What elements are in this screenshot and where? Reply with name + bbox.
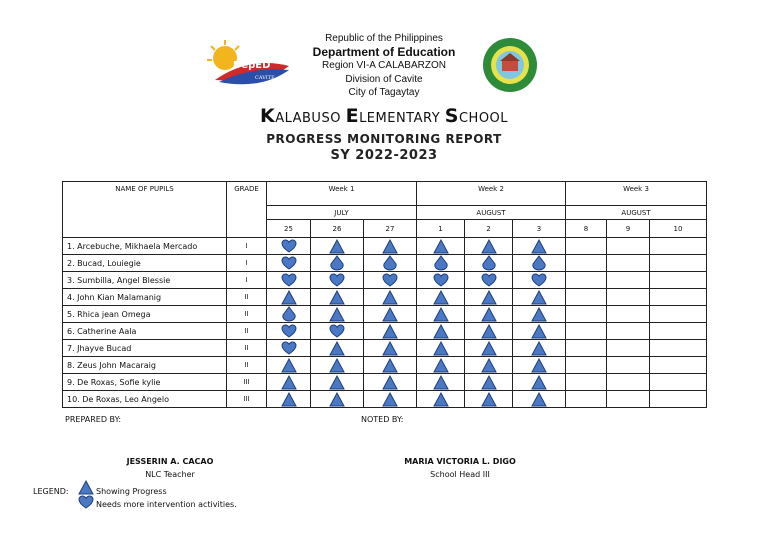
progress-triangle-icon bbox=[267, 358, 310, 373]
header-city: City of Tagaytay bbox=[348, 87, 420, 98]
progress-triangle-icon bbox=[465, 239, 512, 254]
pupil-grade: II bbox=[227, 323, 267, 340]
mark-cell bbox=[566, 340, 607, 357]
noted-by-label: NOTED BY: bbox=[361, 415, 404, 424]
mark-cell bbox=[311, 391, 364, 408]
progress-triangle-icon bbox=[417, 341, 464, 356]
month-header-3: AUGUST bbox=[566, 206, 707, 220]
progress-triangle-icon bbox=[465, 307, 512, 322]
day-header: 1 bbox=[417, 220, 465, 238]
mark-cell bbox=[607, 255, 650, 272]
mark-cell bbox=[650, 323, 707, 340]
school-word-1: KALABUSO bbox=[259, 105, 341, 127]
pupil-grade: II bbox=[227, 357, 267, 374]
school-head-title: School Head III bbox=[430, 470, 490, 479]
month-header-1: JULY bbox=[267, 206, 417, 220]
mark-cell bbox=[566, 272, 607, 289]
day-header: 25 bbox=[267, 220, 311, 238]
mark-cell bbox=[311, 289, 364, 306]
mark-cell bbox=[513, 272, 566, 289]
mark-cell bbox=[364, 238, 417, 255]
mark-cell bbox=[267, 391, 311, 408]
mark-cell bbox=[607, 357, 650, 374]
mark-cell bbox=[650, 238, 707, 255]
progress-drop-icon bbox=[364, 255, 416, 271]
mark-cell bbox=[364, 272, 417, 289]
mark-cell bbox=[513, 238, 566, 255]
mark-cell bbox=[607, 374, 650, 391]
col-header-name: NAME OF PUPILS bbox=[63, 182, 227, 238]
intervention-heart-icon bbox=[465, 273, 512, 287]
progress-drop-icon bbox=[465, 255, 512, 271]
progress-triangle-icon bbox=[513, 358, 565, 373]
mark-cell bbox=[311, 357, 364, 374]
day-header: 3 bbox=[513, 220, 566, 238]
table-row bbox=[63, 289, 707, 306]
col-header-grade: GRADE bbox=[227, 182, 267, 238]
header-row-weeks bbox=[63, 182, 707, 206]
intervention-heart-icon bbox=[267, 256, 310, 270]
mark-cell bbox=[650, 289, 707, 306]
legend-intervention-text: Needs more intervention activities. bbox=[96, 500, 237, 509]
mark-cell bbox=[513, 255, 566, 272]
mark-cell bbox=[607, 238, 650, 255]
progress-triangle-icon bbox=[311, 358, 363, 373]
mark-cell bbox=[417, 323, 465, 340]
mark-cell bbox=[465, 306, 513, 323]
progress-triangle-icon bbox=[513, 290, 565, 305]
pupil-grade: II bbox=[227, 340, 267, 357]
progress-triangle-icon bbox=[364, 392, 416, 407]
mark-cell bbox=[607, 289, 650, 306]
progress-triangle-icon bbox=[267, 290, 310, 305]
mark-cell bbox=[267, 323, 311, 340]
progress-triangle-icon bbox=[417, 324, 464, 339]
mark-cell bbox=[364, 306, 417, 323]
progress-drop-icon bbox=[267, 306, 310, 322]
progress-triangle-icon bbox=[311, 392, 363, 407]
mark-cell bbox=[417, 357, 465, 374]
legend-label: LEGEND: bbox=[33, 487, 69, 496]
report-title: PROGRESS MONITORING REPORT bbox=[266, 132, 502, 146]
mark-cell bbox=[566, 289, 607, 306]
mark-cell bbox=[465, 289, 513, 306]
progress-triangle-icon bbox=[513, 307, 565, 322]
progress-triangle-icon bbox=[417, 290, 464, 305]
table-row bbox=[63, 357, 707, 374]
mark-cell bbox=[417, 255, 465, 272]
pupil-name: 2. Bucad, Louiegie bbox=[63, 255, 227, 272]
mark-cell bbox=[364, 340, 417, 357]
progress-triangle-icon bbox=[364, 239, 416, 254]
mark-cell bbox=[513, 391, 566, 408]
preparer-name: JESSERIN A. CACAO bbox=[126, 457, 214, 466]
table-row bbox=[63, 323, 707, 340]
prepared-by-label: PREPARED BY: bbox=[65, 415, 122, 424]
progress-drop-icon bbox=[417, 255, 464, 271]
mark-cell bbox=[650, 340, 707, 357]
school-word-3: SCHOOL bbox=[444, 105, 509, 127]
mark-cell bbox=[267, 306, 311, 323]
mark-cell bbox=[566, 374, 607, 391]
deped-logo-text: DepED bbox=[233, 60, 271, 71]
day-header: 26 bbox=[311, 220, 364, 238]
header-region: Region VI-A CALABARZON bbox=[322, 60, 446, 71]
mark-cell bbox=[311, 374, 364, 391]
mark-cell bbox=[267, 289, 311, 306]
deped-logo-subtext: CAVITE bbox=[255, 75, 275, 81]
mark-cell bbox=[364, 255, 417, 272]
progress-triangle-icon bbox=[364, 324, 416, 339]
week-3-header: Week 3 bbox=[566, 182, 707, 206]
progress-triangle-icon bbox=[311, 341, 363, 356]
intervention-heart-icon bbox=[267, 239, 310, 253]
pupil-name: 6. Catherine Aala bbox=[63, 323, 227, 340]
progress-triangle-icon bbox=[364, 290, 416, 305]
mark-cell bbox=[650, 391, 707, 408]
progress-triangle-icon bbox=[465, 392, 512, 407]
pupil-name: 10. De Roxas, Leo Angelo bbox=[63, 391, 227, 408]
mark-cell bbox=[417, 238, 465, 255]
mark-cell bbox=[513, 340, 566, 357]
mark-cell bbox=[607, 272, 650, 289]
intervention-heart-icon bbox=[267, 273, 310, 287]
mark-cell bbox=[513, 323, 566, 340]
mark-cell bbox=[364, 357, 417, 374]
month-header-2: AUGUST bbox=[417, 206, 566, 220]
mark-cell bbox=[465, 357, 513, 374]
day-header: 2 bbox=[465, 220, 513, 238]
progress-triangle-icon bbox=[364, 375, 416, 390]
progress-triangle-icon bbox=[465, 375, 512, 390]
mark-cell bbox=[311, 238, 364, 255]
school-word-2: ELEMENTARY bbox=[345, 105, 441, 127]
week-2-header: Week 2 bbox=[417, 182, 566, 206]
mark-cell bbox=[465, 340, 513, 357]
mark-cell bbox=[364, 323, 417, 340]
mark-cell bbox=[465, 323, 513, 340]
header-department: Department of Education bbox=[312, 45, 456, 59]
mark-cell bbox=[650, 357, 707, 374]
legend-heart-icon bbox=[78, 495, 94, 514]
mark-cell bbox=[311, 340, 364, 357]
mark-cell bbox=[417, 289, 465, 306]
pupil-name: 5. Rhica jean Omega bbox=[63, 306, 227, 323]
report-school-year: SY 2022-2023 bbox=[330, 148, 438, 163]
progress-triangle-icon bbox=[364, 358, 416, 373]
mark-cell bbox=[566, 323, 607, 340]
pupil-name: 4. John Kian Malamanig bbox=[63, 289, 227, 306]
progress-triangle-icon bbox=[513, 392, 565, 407]
progress-triangle-icon bbox=[311, 307, 363, 322]
intervention-heart-icon bbox=[417, 273, 464, 287]
pupil-name: 1. Arcebuche, Mikhaela Mercado bbox=[63, 238, 227, 255]
pupil-name: 9. De Roxas, Sofie kylie bbox=[63, 374, 227, 391]
progress-table bbox=[62, 181, 707, 408]
table-row bbox=[63, 272, 707, 289]
mark-cell bbox=[417, 374, 465, 391]
mark-cell bbox=[267, 357, 311, 374]
progress-triangle-icon bbox=[311, 290, 363, 305]
progress-triangle-icon bbox=[465, 341, 512, 356]
mark-cell bbox=[311, 255, 364, 272]
progress-triangle-icon bbox=[417, 239, 464, 254]
mark-cell bbox=[650, 306, 707, 323]
intervention-heart-icon bbox=[311, 273, 363, 287]
mark-cell bbox=[267, 238, 311, 255]
table-row bbox=[63, 391, 707, 408]
day-header: 27 bbox=[364, 220, 417, 238]
mark-cell bbox=[364, 391, 417, 408]
progress-triangle-icon bbox=[267, 375, 310, 390]
mark-cell bbox=[607, 391, 650, 408]
mark-cell bbox=[364, 374, 417, 391]
mark-cell bbox=[417, 272, 465, 289]
mark-cell bbox=[465, 255, 513, 272]
pupil-grade: I bbox=[227, 255, 267, 272]
mark-cell bbox=[650, 374, 707, 391]
pupil-name: 8. Zeus John Macaraig bbox=[63, 357, 227, 374]
intervention-heart-icon bbox=[364, 273, 416, 287]
mark-cell bbox=[607, 306, 650, 323]
table-row bbox=[63, 340, 707, 357]
progress-triangle-icon bbox=[417, 375, 464, 390]
progress-triangle-icon bbox=[267, 392, 310, 407]
mark-cell bbox=[417, 391, 465, 408]
pupil-name: 7. Jhayve Bucad bbox=[63, 340, 227, 357]
pupil-grade: I bbox=[227, 238, 267, 255]
mark-cell bbox=[267, 272, 311, 289]
intervention-heart-icon bbox=[311, 324, 363, 338]
table-row bbox=[63, 238, 707, 255]
pupil-grade: II bbox=[227, 289, 267, 306]
mark-cell bbox=[267, 374, 311, 391]
mark-cell bbox=[513, 357, 566, 374]
progress-triangle-icon bbox=[513, 324, 565, 339]
mark-cell bbox=[465, 272, 513, 289]
day-header: 10 bbox=[650, 220, 707, 238]
pupil-grade: III bbox=[227, 391, 267, 408]
progress-drop-icon bbox=[311, 255, 363, 271]
mark-cell bbox=[267, 340, 311, 357]
mark-cell bbox=[650, 255, 707, 272]
intervention-heart-icon bbox=[267, 341, 310, 355]
progress-triangle-icon bbox=[465, 324, 512, 339]
table-row bbox=[63, 255, 707, 272]
pupil-grade: III bbox=[227, 374, 267, 391]
pupil-grade: I bbox=[227, 272, 267, 289]
mark-cell bbox=[311, 306, 364, 323]
mark-cell bbox=[650, 272, 707, 289]
mark-cell bbox=[311, 323, 364, 340]
progress-triangle-icon bbox=[417, 358, 464, 373]
mark-cell bbox=[566, 357, 607, 374]
day-header: 8 bbox=[566, 220, 607, 238]
school-name bbox=[0, 105, 768, 127]
progress-triangle-icon bbox=[417, 307, 464, 322]
mark-cell bbox=[465, 391, 513, 408]
mark-cell bbox=[513, 374, 566, 391]
progress-triangle-icon bbox=[311, 239, 363, 254]
mark-cell bbox=[364, 289, 417, 306]
intervention-heart-icon bbox=[267, 324, 310, 338]
progress-triangle-icon bbox=[417, 392, 464, 407]
pupil-name: 3. Sumbilla, Angel Blessie bbox=[63, 272, 227, 289]
progress-triangle-icon bbox=[311, 375, 363, 390]
progress-triangle-icon bbox=[465, 290, 512, 305]
mark-cell bbox=[566, 306, 607, 323]
mark-cell bbox=[566, 255, 607, 272]
header-republic: Republic of the Philippines bbox=[325, 33, 443, 44]
mark-cell bbox=[566, 391, 607, 408]
intervention-heart-icon bbox=[513, 273, 565, 287]
mark-cell bbox=[417, 340, 465, 357]
header-division: Division of Cavite bbox=[345, 74, 423, 85]
day-header: 9 bbox=[607, 220, 650, 238]
progress-triangle-icon bbox=[364, 341, 416, 356]
school-head-name: MARIA VICTORIA L. DIGO bbox=[404, 457, 516, 466]
progress-triangle-icon bbox=[513, 375, 565, 390]
mark-cell bbox=[513, 306, 566, 323]
preparer-title: NLC Teacher bbox=[145, 470, 195, 479]
mark-cell bbox=[513, 289, 566, 306]
progress-drop-icon bbox=[513, 255, 565, 271]
progress-triangle-icon bbox=[513, 239, 565, 254]
mark-cell bbox=[465, 238, 513, 255]
progress-triangle-icon bbox=[465, 358, 512, 373]
progress-triangle-icon bbox=[513, 341, 565, 356]
mark-cell bbox=[465, 374, 513, 391]
mark-cell bbox=[607, 340, 650, 357]
table-row bbox=[63, 306, 707, 323]
pupil-grade: II bbox=[227, 306, 267, 323]
mark-cell bbox=[417, 306, 465, 323]
mark-cell bbox=[607, 323, 650, 340]
mark-cell bbox=[566, 238, 607, 255]
mark-cell bbox=[311, 272, 364, 289]
mark-cell bbox=[267, 255, 311, 272]
legend-progress-text: Showing Progress bbox=[96, 487, 167, 496]
week-1-header: Week 1 bbox=[267, 182, 417, 206]
table-row bbox=[63, 374, 707, 391]
progress-triangle-icon bbox=[364, 307, 416, 322]
